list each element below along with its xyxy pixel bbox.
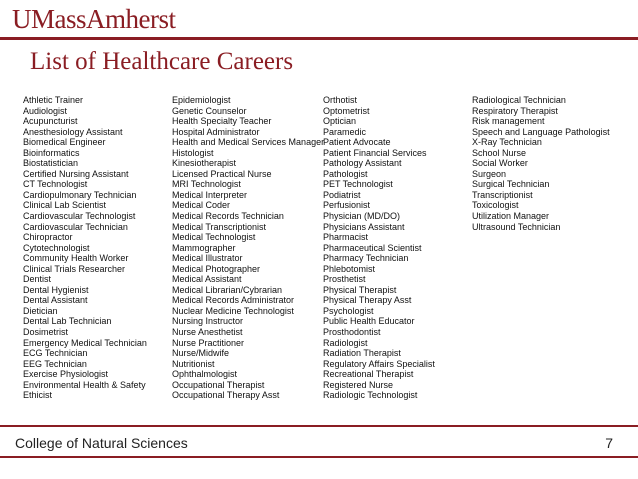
career-item: Pharmaceutical Scientist <box>323 242 422 253</box>
career-item: Physician (MD/DO) <box>323 211 401 222</box>
career-item: MRI Technologist <box>172 179 241 190</box>
career-item: Cardiovascular Technician <box>23 221 128 232</box>
career-item: Orthotist <box>323 95 358 105</box>
career-item: Certified Nursing Assistant <box>23 168 129 179</box>
page-number: 7 <box>605 435 613 451</box>
career-item: Occupational Therapy Asst <box>172 390 280 401</box>
career-item: EEG Technician <box>23 358 87 369</box>
career-item: Clinical Trials Researcher <box>23 263 126 274</box>
career-item: Pathologist <box>323 168 368 179</box>
career-item: Nurse Practitioner <box>172 337 245 348</box>
career-item: X-Ray Technician <box>472 137 542 148</box>
career-item: Phlebotomist <box>323 263 376 274</box>
career-item: Medical Interpreter <box>172 189 248 200</box>
career-item: Environmental Health & Safety <box>23 379 146 390</box>
career-item: Medical Photographer <box>172 263 261 274</box>
career-item: Surgeon <box>472 168 507 179</box>
career-item: Surgical Technician <box>472 179 550 190</box>
career-item: Toxicologist <box>472 200 519 211</box>
career-item: Licensed Practical Nurse <box>172 168 272 179</box>
career-item: ECG Technician <box>23 348 88 359</box>
career-item: Nurse/Midwife <box>172 348 230 359</box>
career-item: Optician <box>323 116 357 127</box>
career-item: Regulatory Affairs Specialist <box>323 358 435 369</box>
career-item: Paramedic <box>323 126 367 137</box>
header <box>0 0 638 37</box>
career-item: Ophthalmologist <box>172 369 238 380</box>
career-item: Dentist <box>23 274 52 285</box>
career-item: Risk management <box>472 116 545 127</box>
career-item: Medical Illustrator <box>172 253 243 264</box>
career-item: Dental Hygienist <box>23 284 89 295</box>
careers-column-1 <box>23 95 147 401</box>
career-item: Transcriptionist <box>472 189 533 200</box>
career-item: Pharmacy Technician <box>323 253 409 264</box>
career-item: Dosimetrist <box>23 327 69 338</box>
career-item: Medical Coder <box>172 200 231 211</box>
page-title: List of Healthcare Careers <box>30 48 294 75</box>
career-item: Health and Medical Services Manager <box>172 137 325 148</box>
career-item: Mammographer <box>172 242 236 253</box>
career-item: CT Technologist <box>23 179 88 190</box>
career-item: Patient Advocate <box>323 137 391 148</box>
career-item: Optometrist <box>323 105 370 116</box>
career-item: Radiological Technician <box>472 95 566 105</box>
career-item: Audiologist <box>23 105 68 116</box>
career-item: Physicians Assistant <box>323 221 405 232</box>
career-item: Epidemiologist <box>172 95 231 105</box>
career-item: Nutritionist <box>172 358 215 369</box>
career-item: Emergency Medical Technician <box>23 337 147 348</box>
career-item: Speech and Language Pathologist <box>472 126 610 137</box>
career-item: Physical Therapist <box>323 284 397 295</box>
careers-column-4 <box>472 95 610 232</box>
career-item: Anesthesiology Assistant <box>23 126 123 137</box>
career-item: Hospital Administrator <box>172 126 260 137</box>
career-item: Prosthetist <box>323 274 366 285</box>
career-item: Dietician <box>23 305 58 316</box>
career-item: Physical Therapy Asst <box>323 295 412 306</box>
career-item: Medical Assistant <box>172 274 242 285</box>
career-item: Psychologist <box>323 305 374 316</box>
careers-column-2 <box>172 95 324 401</box>
career-item: Genetic Counselor <box>172 105 247 116</box>
career-item: Perfusionist <box>323 200 371 211</box>
career-item: Radiologic Technologist <box>323 390 418 401</box>
career-item: Medical Transcriptionist <box>172 221 267 232</box>
career-item: School Nurse <box>472 147 527 158</box>
career-item: Respiratory Therapist <box>472 105 558 116</box>
career-item: Cardiovascular Technologist <box>23 211 136 222</box>
career-item: Pathology Assistant <box>323 158 402 169</box>
career-item: Radiologist <box>323 337 368 348</box>
career-item: Dental Assistant <box>23 295 88 306</box>
career-item: Exercise Physiologist <box>23 369 109 380</box>
career-item: Chiropractor <box>23 232 73 243</box>
footer <box>0 425 638 458</box>
career-item: Medical Records Technician <box>172 211 284 222</box>
career-item: Clinical Lab Scientist <box>23 200 107 211</box>
career-item: Kinesiotherapist <box>172 158 237 169</box>
career-item: Public Health Educator <box>323 316 415 327</box>
career-item: Medical Technologist <box>172 232 256 243</box>
umass-logo: UMassAmherst <box>12 4 176 34</box>
career-item: Registered Nurse <box>323 379 394 390</box>
careers-column-3 <box>323 95 435 401</box>
career-item: Radiation Therapist <box>323 348 401 359</box>
career-item: Medical Librarian/Cybrarian <box>172 284 283 295</box>
career-item: PET Technologist <box>323 179 393 190</box>
career-item: Cardiopulmonary Technician <box>23 189 137 200</box>
career-item: Prosthodontist <box>323 327 381 338</box>
career-item: Health Specialty Teacher <box>172 116 272 127</box>
career-item: Acupuncturist <box>23 116 78 127</box>
career-item: Biostatistician <box>23 158 79 169</box>
career-item: Ethicist <box>23 390 53 401</box>
career-item: Utilization Manager <box>472 211 550 222</box>
career-item: Community Health Worker <box>23 253 129 264</box>
career-item: Social Worker <box>472 158 528 169</box>
header-rule <box>0 37 638 40</box>
career-item: Medical Records Administrator <box>172 295 295 306</box>
career-item: Histologist <box>172 147 214 158</box>
career-item: Occupational Therapist <box>172 379 265 390</box>
career-item: Nurse Anesthetist <box>172 327 243 338</box>
career-item: Dental Lab Technician <box>23 316 112 327</box>
career-item: Cytotechnologist <box>23 242 90 253</box>
career-item: Pharmacist <box>323 232 369 243</box>
career-item: Patient Financial Services <box>323 147 427 158</box>
college-name: College of Natural Sciences <box>15 435 188 451</box>
career-item: Biomedical Engineer <box>23 137 106 148</box>
career-item: Athletic Trainer <box>23 95 84 105</box>
career-item: Recreational Therapist <box>323 369 414 380</box>
career-item: Bioinformatics <box>23 147 80 158</box>
career-item: Nuclear Medicine Technologist <box>172 305 294 316</box>
career-item: Podiatrist <box>323 189 361 200</box>
career-item: Ultrasound Technician <box>472 221 561 232</box>
career-item: Nursing Instructor <box>172 316 244 327</box>
